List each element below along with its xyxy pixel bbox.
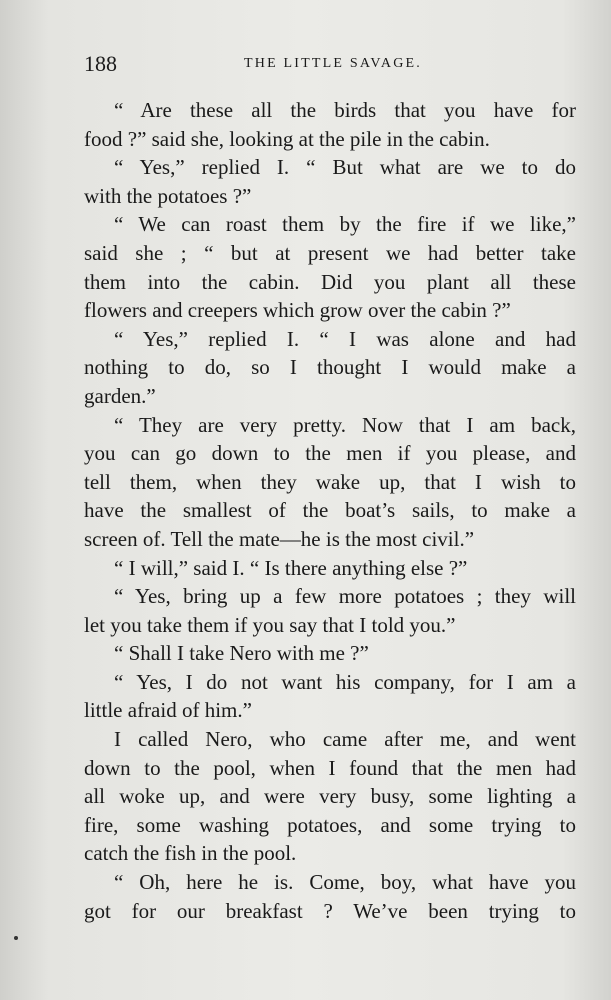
running-title: THE LITTLE SAVAGE.	[244, 56, 422, 71]
text-line: have the smallest of the boat’s sails, to make a	[84, 498, 576, 523]
page-header	[84, 50, 564, 78]
text-line: “ We can roast them by the fire if we like,”	[114, 212, 576, 237]
text-line: “ Shall I take Nero with me ?”	[114, 641, 369, 666]
text-line: “ They are very pretty. Now that I am back,	[114, 412, 576, 437]
text-line: food ?” said she, looking at the pile in the cabin.	[84, 126, 490, 151]
text-line: fire, some washing potatoes, and some trying to	[84, 812, 576, 837]
text-line: them into the cabin. Did you plant all these	[84, 269, 576, 294]
text-line: “ I will,” said I. “ Is there anything else ?”	[114, 555, 468, 580]
text-line: let you take them if you say that I told you.”	[84, 612, 456, 637]
text-line: I called Nero, who came after me, and went	[114, 727, 576, 752]
text-line: down to the pool, when I found that the men had	[84, 755, 576, 780]
text-line: “ Oh, here he is. Come, boy, what have you	[114, 870, 576, 895]
body-text	[84, 96, 576, 925]
text-line: “ Yes,” replied I. “ I was alone and had	[114, 326, 576, 351]
text-line: “ Yes, I do not want his company, for I am a	[114, 669, 576, 694]
text-line: garden.”	[84, 383, 156, 408]
text-line: all woke up, and were very busy, some lighting a	[84, 784, 576, 809]
text-line: catch the fish in the pool.	[84, 841, 297, 866]
text-line: nothing to do, so I thought I would make a	[84, 355, 576, 380]
text-line: “ Yes, bring up a few more potatoes ; they will	[114, 584, 576, 609]
text-line: with the potatoes ?”	[84, 183, 252, 208]
text-line: flowers and creepers which grow over the cabin ?”	[84, 298, 511, 323]
text-line: little afraid of him.”	[84, 698, 252, 723]
text-line: tell them, when they wake up, that I wish to	[84, 469, 576, 494]
page-number: 188	[84, 51, 117, 76]
paper-speck	[14, 936, 18, 940]
text-line: you can go down to the men if you please, and	[84, 441, 576, 466]
text-line: “ Are these all the birds that you have for	[114, 98, 576, 122]
text-line: screen of. Tell the mate—he is the most civil.”	[84, 526, 475, 551]
text-line: “ Yes,” replied I. “ But what are we to do	[114, 155, 576, 180]
text-line: got for our breakfast ? We’ve been trying to	[84, 898, 576, 923]
text-line: said she ; “ but at present we had better take	[84, 240, 576, 265]
